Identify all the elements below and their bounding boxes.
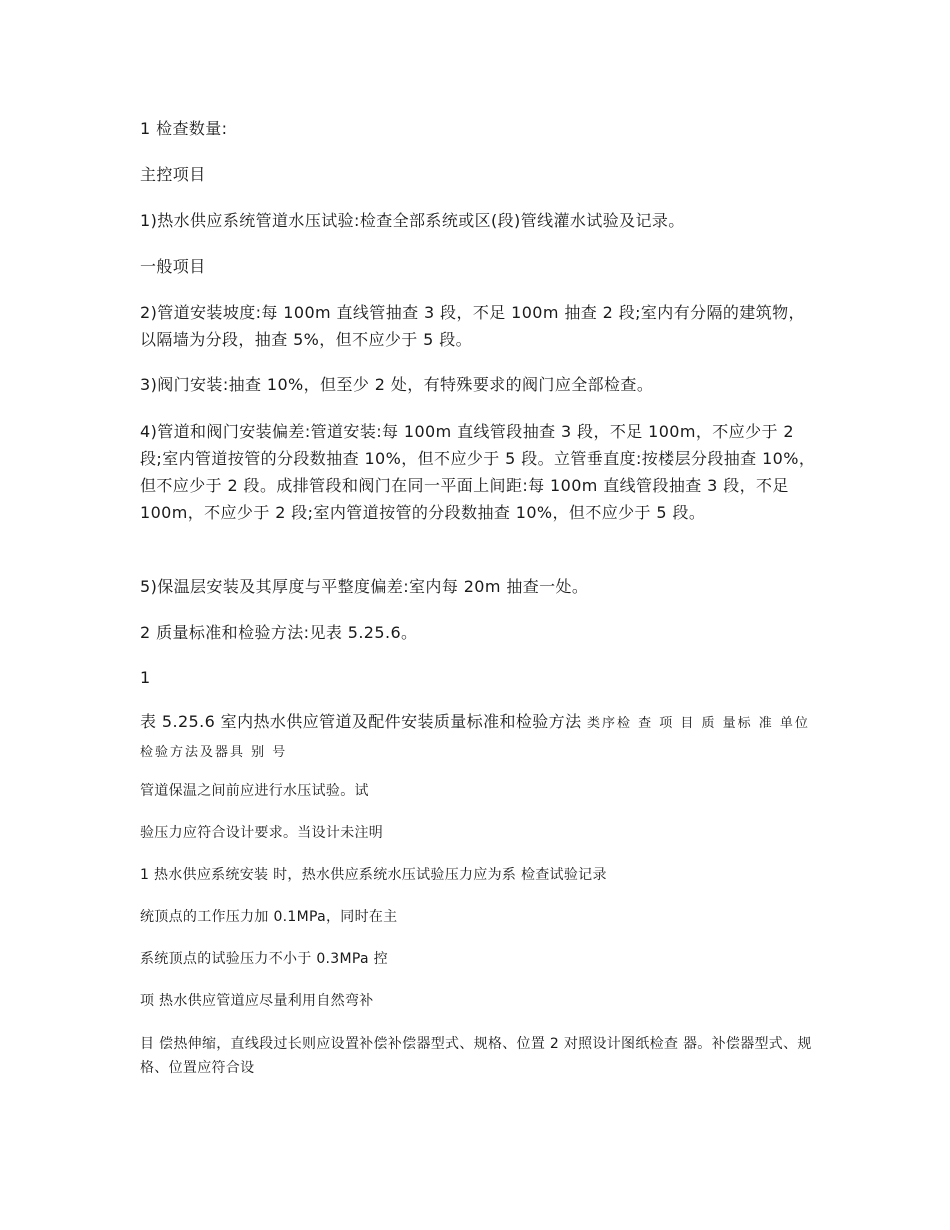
page-number: 1 <box>140 668 151 687</box>
table-line-1: 管道保温之间前应进行水压试验。试 <box>140 783 369 799</box>
table-title: 表 5.25.6 室内热水供应管道及配件安装质量标准和检验方法 <box>140 712 582 731</box>
section-check-quantity: 1 检查数量: <box>140 119 228 138</box>
table-line-6: 项 热水供应管道应尽量利用自然弯补 <box>140 993 374 1009</box>
table-caption <box>140 708 820 766</box>
paragraph-item-5: 5)保温层安装及其厚度与平整度偏差:室内每 20m 抽查一处。 <box>140 577 589 596</box>
section-quality-standard: 2 质量标准和检验方法:见表 5.25.6。 <box>140 623 418 642</box>
heading-main-control-items: 主控项目 <box>140 165 206 184</box>
table-line-2: 验压力应符合设计要求。当设计未注明 <box>140 825 384 841</box>
table-line-7: 目 偿热伸缩，直线段过长则应设置补偿补偿器型式、规格、位置 2 对照设计图纸检查 器。补偿器型式、规格、位置应符合设 <box>140 1036 812 1076</box>
table-line-5: 系统顶点的试验压力不小于 0.3MPa 控 <box>140 951 388 967</box>
paragraph-item-4: 4)管道和阀门安装偏差:管道安装:每 100m 直线管段抽查 3 段，不足 100m，不应少于 2 段;室内管道按管的分段数抽查 10%，但不应少于 5 段。立管垂直度:按楼层分段抽查 10%，但不应少于 2 段。成排管段和阀门在同一平面上间距:每 100m 直线管段抽查 3 段，不足 100m，不应少于 2 段;室内管道按管的分段数抽查 10%，但不应少于 5 段。 <box>140 422 816 522</box>
paragraph-item-2: 2)管道安装坡度:每 100m 直线管抽查 3 段，不足 100m 抽查 2 段;室内有分隔的建筑物，以隔墙为分段，抽查 5%，但不应少于 5 段。 <box>140 303 805 349</box>
table-line-3: 1 热水供应系统安装 时，热水供应系统水压试验压力应为系 检查试验记录 <box>140 867 607 883</box>
paragraph-item-3: 3)阀门安装:抽查 10%，但至少 2 处，有特殊要求的阀门应全部检查。 <box>140 375 654 394</box>
table-line-4: 统顶点的工作压力加 0.1MPa，同时在主 <box>140 909 398 925</box>
table-header-text: 类序检 查 项 目 质 量标 准 单位 检验方法及器具 别 号 <box>140 716 810 760</box>
heading-general-items: 一般项目 <box>140 257 206 276</box>
paragraph-item-1: 1)热水供应系统管道水压试验:检查全部系统或区(段)管线灌水试验及记录。 <box>140 211 685 230</box>
